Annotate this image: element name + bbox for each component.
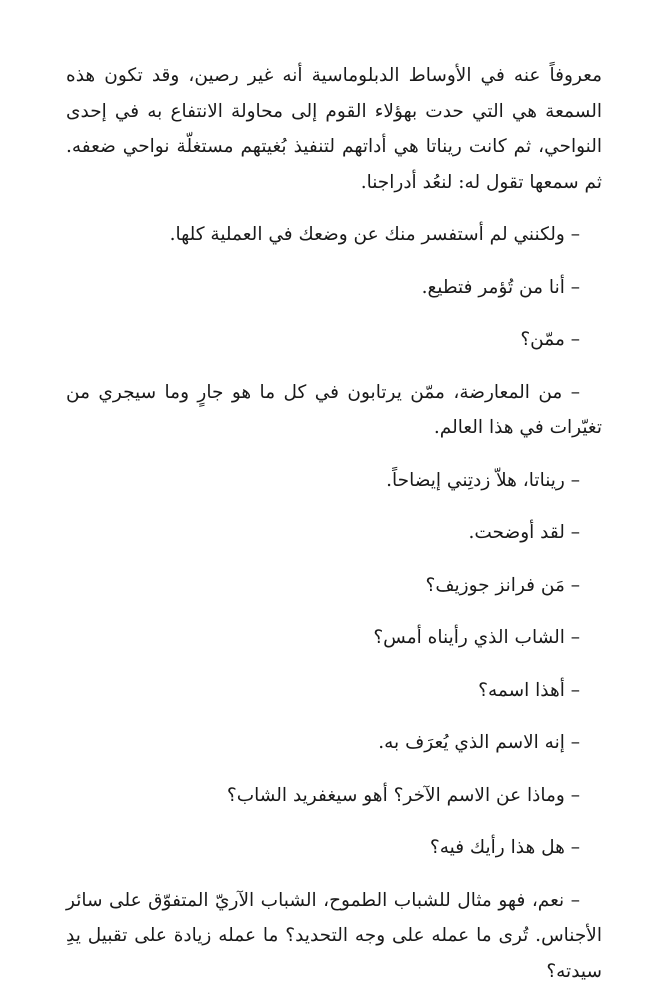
dialogue-line: – إنه الاسم الذي يُعرَف به. bbox=[378, 732, 580, 753]
dialogue-paragraph: – نعم، فهو مثال للشباب الطموح، الشباب الآريّ المتفوّق على سائر الأجناس. تُرى ما عمله على وجه التحديد؟ ما عمله زيادة على تقبيل يدِ سيدته؟ bbox=[66, 889, 602, 982]
dialogue-line: – ريناتا، هلاّ زدتِني إيضاحاً. bbox=[386, 469, 580, 491]
dialogue-line: – مَن فرانز جوزيف؟ bbox=[425, 574, 580, 596]
dialogue-paragraph: – من المعارضة، ممّن يرتابون في كل ما هو جارٍ وما سيجري من تغيّرات في هذا العالم. bbox=[66, 381, 602, 438]
dialogue-line: – هل هذا رأيك فيه؟ bbox=[429, 837, 580, 858]
dialogue-line: – أنا من تُؤمر فتطيع. bbox=[421, 276, 580, 298]
dialogue-line: – ممّن؟ bbox=[520, 329, 580, 350]
dialogue-line: – وماذا عن الاسم الآخر؟ أهو سيغفريد الشاب؟ bbox=[226, 784, 580, 806]
dialogue-line: – الشاب الذي رأيناه أمس؟ bbox=[373, 627, 580, 648]
dialogue-line: – أهذا اسمه؟ bbox=[478, 679, 580, 701]
dialogue-line: – لقد أوضحت. bbox=[468, 522, 580, 543]
dialogue-line: – ولكنني لم أستفسر منك عن وضعك في العملية كلها. bbox=[169, 224, 580, 245]
book-page bbox=[66, 58, 602, 1006]
narrative-paragraph: معروفاً عنه في الأوساط الدبلوماسية أنه غير رصين، وقد تكون هذه السمعة هي التي حدت بهؤلاء القوم إلى محاولة الانتفاع به في إحدى النواحي، ثم كانت ريناتا هي أداتهم لتنفيذ بُغيتهم مستغلّة نواحي ضعفه. ثم سمعها تقول له: لنعُد أدراجنا. bbox=[66, 65, 602, 193]
